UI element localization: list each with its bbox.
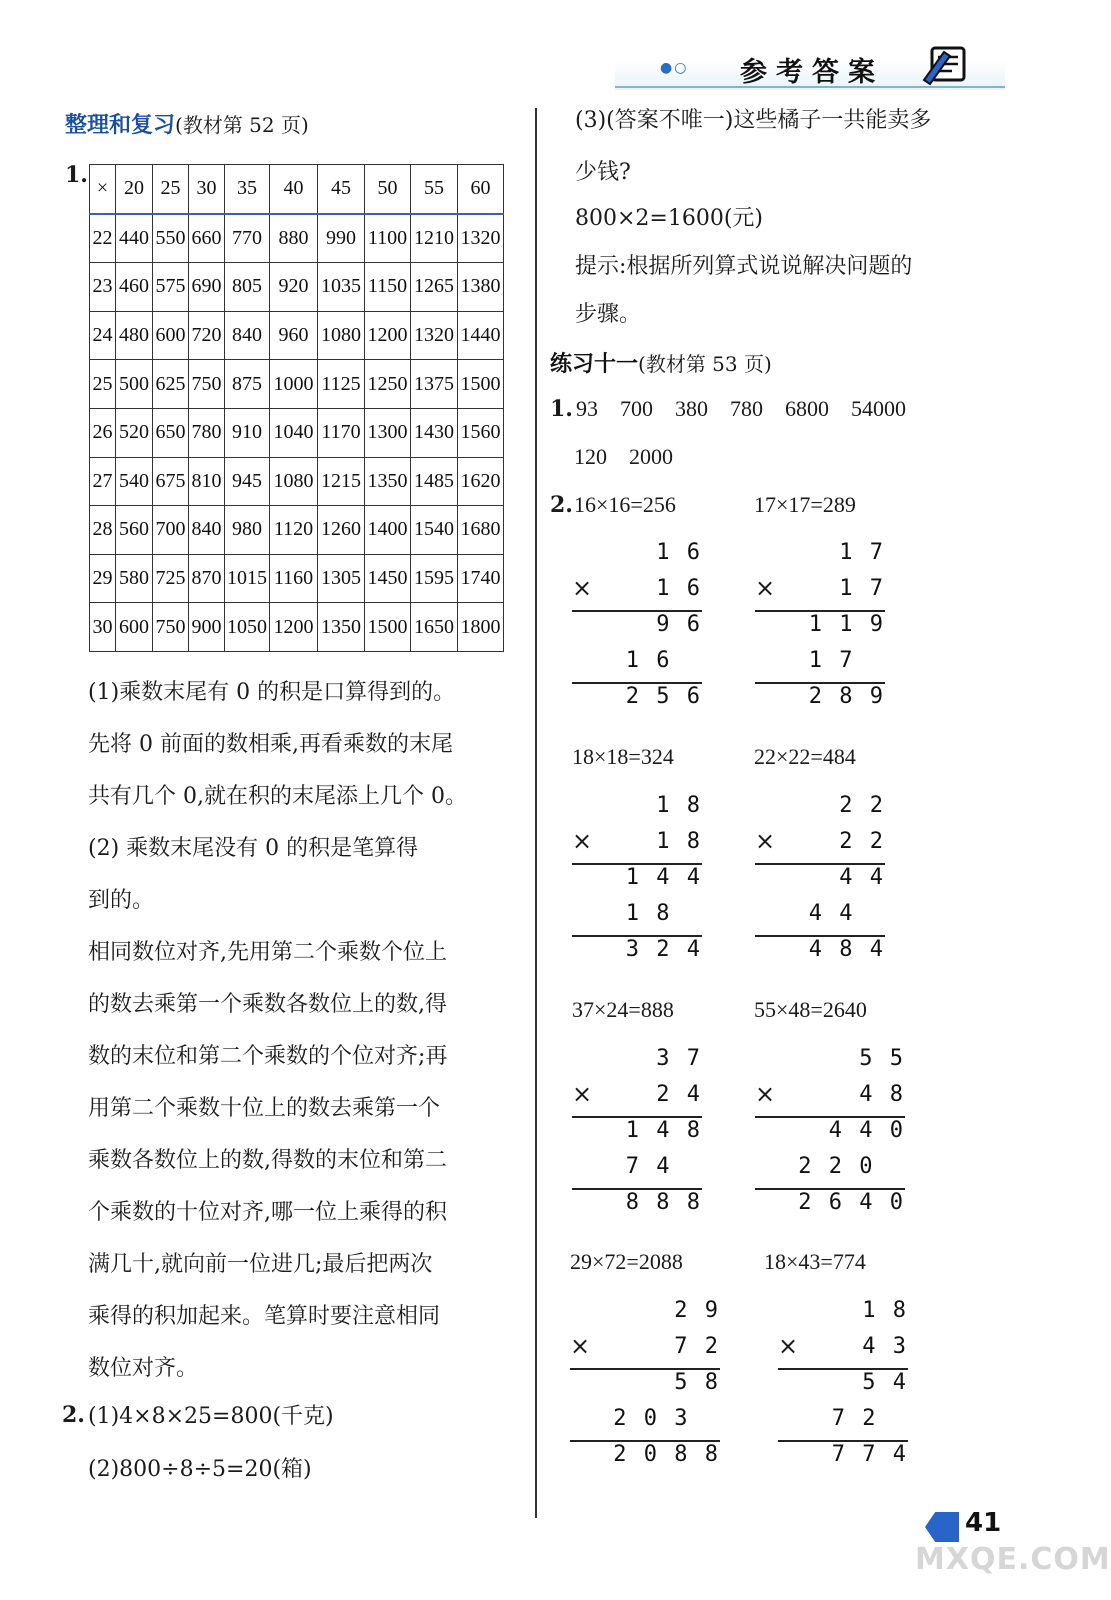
- times-sign: ×: [755, 574, 776, 602]
- explanation-line: 用第二个乘数十位上的数去乘第一个: [88, 1096, 441, 1121]
- multiplier: 1 8: [656, 829, 702, 854]
- table-cell: 920: [270, 263, 318, 312]
- multiplier: 4 3: [862, 1334, 908, 1359]
- vertical-multiplication: [572, 1046, 702, 1226]
- table-cell: 28: [90, 506, 116, 555]
- table-cell: 1380: [458, 263, 504, 312]
- table-cell: 750: [153, 603, 189, 652]
- calc-rule: [778, 1368, 908, 1370]
- table-cell: 580: [116, 554, 153, 603]
- table-cell: 1430: [411, 408, 458, 457]
- watermark: MXQE.COM: [915, 1542, 1111, 1577]
- table-cell: 1200: [365, 311, 411, 360]
- table-row: [90, 603, 504, 652]
- vertical-multiplication: [572, 793, 702, 973]
- table-cell: 910: [225, 408, 270, 457]
- table-cell: 23: [90, 263, 116, 312]
- partial-product-1: 4 4 0: [828, 1118, 905, 1143]
- table-cell: 540: [116, 457, 153, 506]
- table-row: [90, 554, 504, 603]
- multiplier: 2 2: [839, 829, 885, 854]
- table-cell: 24: [90, 311, 116, 360]
- table-cell: 810: [189, 457, 225, 506]
- calc-rule: [572, 935, 702, 937]
- partial-product-1: 1 1 9: [808, 612, 885, 637]
- q2-answer-1: (1)4×8×25=800(千克): [88, 1404, 334, 1429]
- product-result: 7 7 4: [831, 1442, 908, 1467]
- equation: 22×22=484: [754, 744, 856, 769]
- equation: 18×18=324: [572, 744, 674, 769]
- table-cell: 29: [90, 554, 116, 603]
- table-cell: 1170: [318, 408, 365, 457]
- explanation-line: 共有几个 0,就在积的末尾添上几个 0。: [88, 784, 467, 809]
- partial-product-2: 7 4: [625, 1154, 702, 1179]
- table-cell: 1320: [458, 214, 504, 263]
- product-result: 2 6 4 0: [798, 1190, 905, 1215]
- times-sign: ×: [755, 827, 776, 855]
- table-cell: 675: [153, 457, 189, 506]
- table-cell: 40: [270, 165, 318, 214]
- table-cell: 650: [153, 408, 189, 457]
- multiplicand: 1 6: [656, 540, 702, 565]
- table-cell: 550: [153, 214, 189, 263]
- partial-product-1: 5 8: [674, 1370, 720, 1395]
- times-sign: ×: [778, 1332, 799, 1360]
- table-cell: 480: [116, 311, 153, 360]
- table-cell: 1000: [270, 360, 318, 409]
- product-result: 4 8 4: [808, 937, 885, 962]
- table-row: [90, 263, 504, 312]
- table-cell: 1485: [411, 457, 458, 506]
- table-cell: 1210: [411, 214, 458, 263]
- table-cell: 1160: [270, 554, 318, 603]
- multiplicand: 1 8: [656, 793, 702, 818]
- times-sign: ×: [572, 574, 593, 602]
- table-cell: 1450: [365, 554, 411, 603]
- table-cell: 1150: [365, 263, 411, 312]
- equation: 16×16=256: [574, 492, 676, 517]
- table-cell: 1260: [318, 506, 365, 555]
- explanation-line: 个乘数的十位对齐,哪一位上乘得的积: [88, 1200, 447, 1225]
- table-cell: 1680: [458, 506, 504, 555]
- calc-rule: [755, 1188, 905, 1190]
- table-cell: 26: [90, 408, 116, 457]
- header-dots-icon: ●○: [660, 60, 689, 76]
- table-cell: 900: [189, 603, 225, 652]
- table-cell: 500: [116, 360, 153, 409]
- partial-product-2: 1 6: [625, 648, 702, 673]
- calc-rule: [572, 610, 702, 612]
- table-cell: 1595: [411, 554, 458, 603]
- table-cell: 1560: [458, 408, 504, 457]
- calc-rule: [755, 610, 885, 612]
- q3-line-1: (3)(答案不唯一)这些橘子一共能卖多: [575, 108, 932, 133]
- table-cell: 1650: [411, 603, 458, 652]
- table-row: [90, 311, 504, 360]
- table-cell: 460: [116, 263, 153, 312]
- table-cell: 1050: [225, 603, 270, 652]
- page-number: 41: [965, 1508, 1002, 1538]
- product-result: 2 0 8 8: [613, 1442, 720, 1467]
- times-sign: ×: [755, 1080, 776, 1108]
- scroll-pencil-icon: [922, 42, 974, 90]
- table-cell: 600: [116, 603, 153, 652]
- question-2-label: 2.: [550, 492, 573, 518]
- table-cell: 990: [318, 214, 365, 263]
- table-cell: 1250: [365, 360, 411, 409]
- table-cell: 1320: [411, 311, 458, 360]
- table-cell: 560: [116, 506, 153, 555]
- equation: 17×17=289: [754, 492, 856, 517]
- partial-product-1: 1 4 8: [625, 1118, 702, 1143]
- multiplier: 2 4: [656, 1082, 702, 1107]
- table-cell: 20: [116, 165, 153, 214]
- times-sign: ×: [570, 1332, 591, 1360]
- partial-product-1: 5 4: [862, 1370, 908, 1395]
- table-row: [90, 408, 504, 457]
- table-cell: 1120: [270, 506, 318, 555]
- table-cell: 50: [365, 165, 411, 214]
- table-cell: 25: [153, 165, 189, 214]
- table-cell: 30: [189, 165, 225, 214]
- partial-product-2: 1 8: [625, 901, 702, 926]
- table-cell: 870: [189, 554, 225, 603]
- explanation-line: 数位对齐。: [88, 1356, 199, 1381]
- explanation-line: 先将 0 前面的数相乘,再看乘数的末尾: [88, 732, 453, 757]
- table-cell: 1375: [411, 360, 458, 409]
- table-cell: 880: [270, 214, 318, 263]
- q3-answer: 800×2=1600(元): [575, 206, 764, 231]
- multiplicand: 1 8: [862, 1298, 908, 1323]
- equation: 18×43=774: [764, 1249, 866, 1274]
- table-cell: 1125: [318, 360, 365, 409]
- hint-line-2: 步骤。: [575, 302, 642, 327]
- calc-rule: [572, 1188, 702, 1190]
- vertical-multiplication: [755, 793, 885, 973]
- partial-product-2: 1 7: [808, 648, 885, 673]
- explanation-line: (2) 乘数末尾没有 0 的积是笔算得: [88, 836, 419, 861]
- table-cell: 1305: [318, 554, 365, 603]
- table-cell: 840: [189, 506, 225, 555]
- calc-rule: [570, 1368, 720, 1370]
- table-cell: 1200: [270, 603, 318, 652]
- table-cell: 700: [153, 506, 189, 555]
- table-cell: 1300: [365, 408, 411, 457]
- section-title: 练习十一: [550, 352, 639, 377]
- table-cell: 1500: [365, 603, 411, 652]
- table-cell: 725: [153, 554, 189, 603]
- table-cell: 1035: [318, 263, 365, 312]
- explanation-line: 满几十,就向前一位进几;最后把两次: [88, 1252, 433, 1277]
- equation: 37×24=888: [572, 997, 674, 1022]
- table-cell: 945: [225, 457, 270, 506]
- section-title: 整理和复习: [65, 113, 176, 138]
- partial-product-1: 9 6: [656, 612, 702, 637]
- explanation-line: 的数去乘第一个乘数各数位上的数,得: [88, 992, 447, 1017]
- table-cell: 750: [189, 360, 225, 409]
- table-cell: 25: [90, 360, 116, 409]
- table-cell: 35: [225, 165, 270, 214]
- table-cell: 660: [189, 214, 225, 263]
- equation: 55×48=2640: [754, 997, 867, 1022]
- partial-product-2: 2 0 3: [613, 1406, 720, 1431]
- explanation-line: 到的。: [88, 888, 155, 913]
- table-cell: 780: [189, 408, 225, 457]
- vertical-multiplication: [570, 1298, 720, 1478]
- table-cell: 840: [225, 311, 270, 360]
- multiplier: 7 2: [674, 1334, 720, 1359]
- multiplicand: 5 5: [859, 1046, 905, 1071]
- partial-product-2: 2 2 0: [798, 1154, 905, 1179]
- q3-line-2: 少钱?: [575, 160, 631, 185]
- explanation-line: (1)乘数末尾有 0 的积是口算得到的。: [88, 680, 456, 705]
- vertical-multiplication: [572, 540, 702, 720]
- calc-rule: [755, 1116, 905, 1118]
- section-note: (教材第 53 页): [638, 352, 772, 376]
- partial-product-1: 1 4 4: [625, 865, 702, 890]
- table-cell: 1800: [458, 603, 504, 652]
- right-section-heading: [550, 347, 772, 378]
- calc-rule: [572, 863, 702, 865]
- table-cell: 1440: [458, 311, 504, 360]
- section-note: (教材第 52 页): [175, 113, 309, 137]
- table-cell: 805: [225, 263, 270, 312]
- table-cell: 520: [116, 408, 153, 457]
- left-section-heading: [65, 108, 309, 139]
- table-cell: 440: [116, 214, 153, 263]
- table-cell: 1540: [411, 506, 458, 555]
- table-cell: 22: [90, 214, 116, 263]
- table-cell: 690: [189, 263, 225, 312]
- calc-rule: [570, 1440, 720, 1442]
- times-sign: ×: [572, 1080, 593, 1108]
- table-cell: 1080: [318, 311, 365, 360]
- table-cell: 770: [225, 214, 270, 263]
- table-cell: 980: [225, 506, 270, 555]
- table-cell: 1500: [458, 360, 504, 409]
- table-cell: 30: [90, 603, 116, 652]
- multiplication-table: [89, 164, 504, 652]
- explanation-line: 乘数各数位上的数,得数的末位和第二: [88, 1148, 447, 1173]
- table-cell: 1620: [458, 457, 504, 506]
- vertical-multiplication: [755, 540, 885, 720]
- table-row: [90, 457, 504, 506]
- partial-product-1: 4 4: [839, 865, 885, 890]
- table-cell: 1015: [225, 554, 270, 603]
- question-1-label: 1.: [550, 396, 573, 422]
- calc-rule: [572, 1116, 702, 1118]
- table-cell: 1350: [318, 603, 365, 652]
- table-cell: 875: [225, 360, 270, 409]
- product-result: 2 5 6: [625, 684, 702, 709]
- partial-product-2: 7 2: [831, 1406, 908, 1431]
- table-cell: 575: [153, 263, 189, 312]
- times-sign: ×: [572, 827, 593, 855]
- multiplier: 1 7: [839, 576, 885, 601]
- multiplicand: 1 7: [839, 540, 885, 565]
- explanation-line: 乘得的积加起来。笔算时要注意相同: [88, 1304, 441, 1329]
- page-tab-icon: [925, 1512, 959, 1542]
- table-cell: 1350: [365, 457, 411, 506]
- q1-answers-line-2: 120 2000: [574, 444, 673, 469]
- table-header-row: [90, 165, 504, 214]
- table-cell: 1040: [270, 408, 318, 457]
- multiplier: 1 6: [656, 576, 702, 601]
- table-cell: 960: [270, 311, 318, 360]
- table-cell: 45: [318, 165, 365, 214]
- hint-line-1: 提示:根据所列算式说说解决问题的: [575, 254, 913, 279]
- multiplicand: 2 9: [674, 1298, 720, 1323]
- calc-rule: [778, 1440, 908, 1442]
- question-1-label: 1.: [65, 162, 88, 188]
- table-row: [90, 360, 504, 409]
- table-cell: 600: [153, 311, 189, 360]
- product-result: 2 8 9: [808, 684, 885, 709]
- calc-rule: [755, 682, 885, 684]
- vertical-multiplication: [755, 1046, 905, 1226]
- table-cell: 60: [458, 165, 504, 214]
- partial-product-2: 4 4: [808, 901, 885, 926]
- calc-rule: [755, 935, 885, 937]
- table-cell: 55: [411, 165, 458, 214]
- table-cell: 625: [153, 360, 189, 409]
- product-result: 3 2 4: [625, 937, 702, 962]
- table-cell: 1080: [270, 457, 318, 506]
- table-row: [90, 506, 504, 555]
- table-cell: 720: [189, 311, 225, 360]
- q1-answers-line-1: 93 700 380 780 6800 54000: [576, 396, 906, 421]
- table-cell: 27: [90, 457, 116, 506]
- table-cell: 1740: [458, 554, 504, 603]
- product-result: 8 8 8: [625, 1190, 702, 1215]
- page-header-title: 参考答案: [740, 57, 884, 88]
- equation: 29×72=2088: [570, 1249, 683, 1274]
- table-cell: 1400: [365, 506, 411, 555]
- multiplicand: 2 2: [839, 793, 885, 818]
- table-row: [90, 214, 504, 263]
- explanation-line: 相同数位对齐,先用第二个乘数个位上: [88, 940, 447, 965]
- calc-rule: [755, 863, 885, 865]
- explanation-line: 数的末位和第二个乘数的个位对齐;再: [88, 1044, 448, 1069]
- table-cell: 1100: [365, 214, 411, 263]
- q2-answer-2: (2)800÷8÷5=20(箱): [88, 1457, 312, 1482]
- table-cell: ×: [90, 165, 116, 214]
- multiplier: 4 8: [859, 1082, 905, 1107]
- multiplicand: 3 7: [656, 1046, 702, 1071]
- question-2-label: 2.: [62, 1402, 85, 1428]
- column-divider: [535, 108, 537, 1518]
- vertical-multiplication: [778, 1298, 908, 1478]
- table-cell: 1265: [411, 263, 458, 312]
- table-cell: 1215: [318, 457, 365, 506]
- calc-rule: [572, 682, 702, 684]
